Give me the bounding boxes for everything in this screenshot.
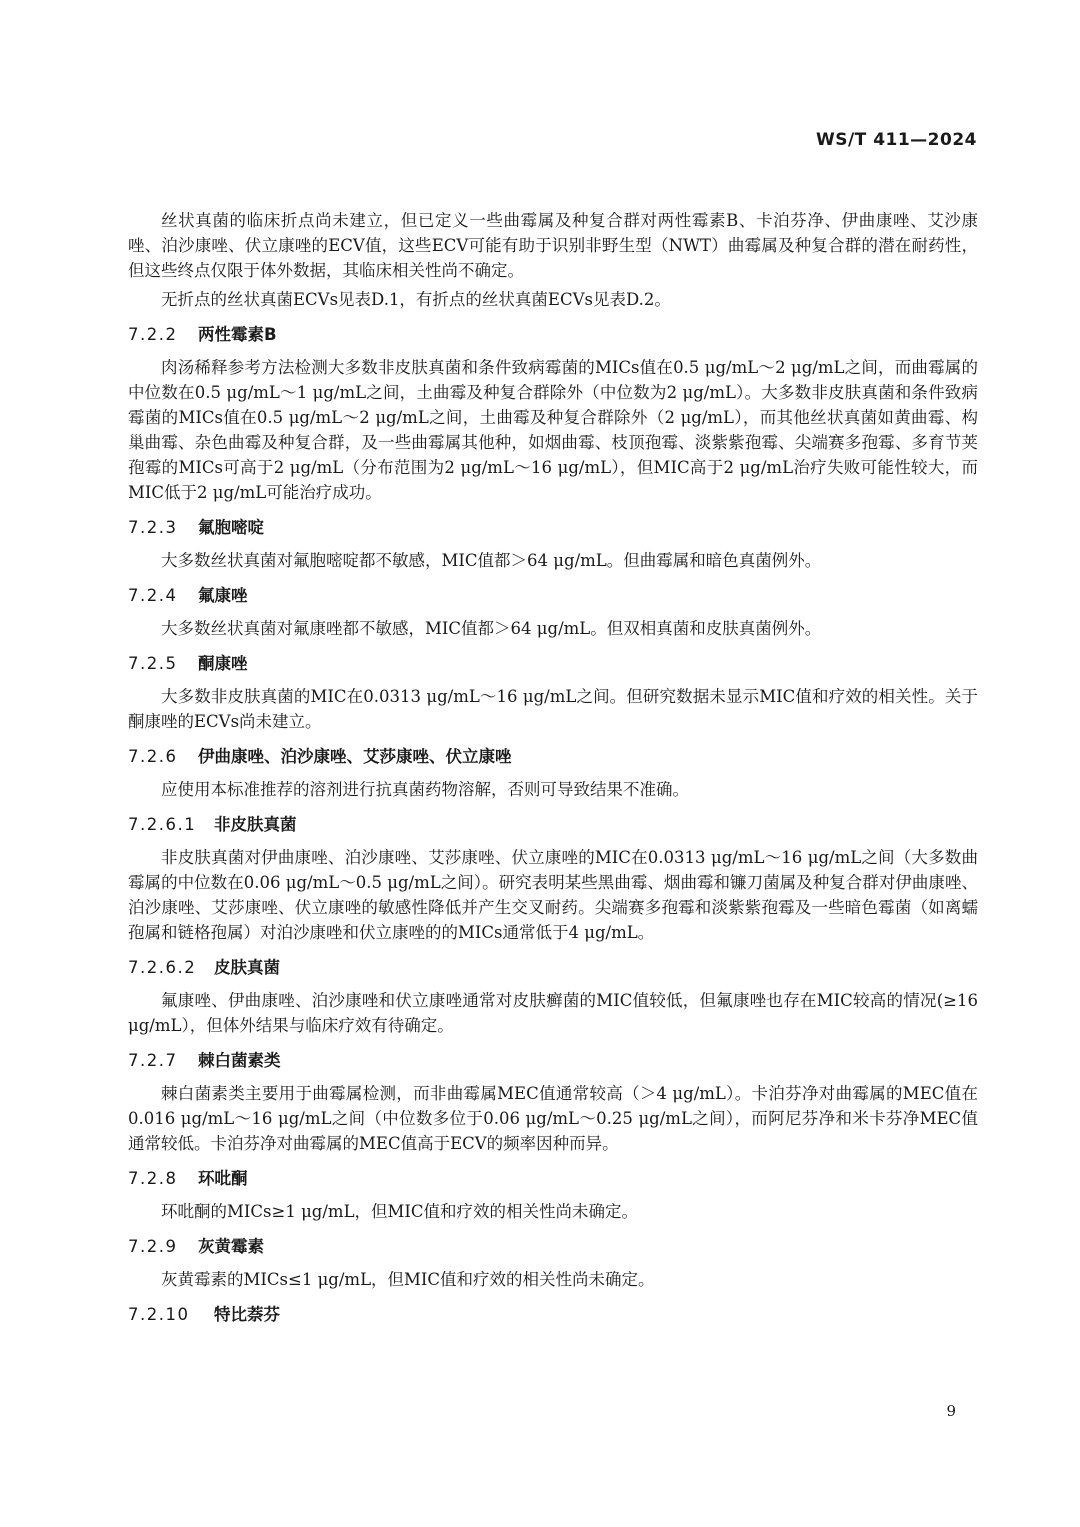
section-title: 灰黄霉素: [198, 1237, 264, 1256]
section-heading: [128, 813, 978, 837]
section-heading: [128, 516, 978, 540]
section-number: 7.2.6.2: [128, 958, 197, 977]
section-number: 7.2.2: [128, 325, 178, 344]
section-number: 7.2.3: [128, 518, 178, 537]
section-heading: [128, 323, 978, 347]
section-number: 7.2.8: [128, 1169, 178, 1188]
section-paragraph: 环吡酮的MICs≥1 μg/mL，但MIC值和疗效的相关性尚未确定。: [161, 1202, 639, 1221]
page-number: 9: [946, 1402, 956, 1420]
section-paragraph: 大多数丝状真菌对氟胞嘧啶都不敏感，MIC值都＞64 μg/mL。但曲霉属和暗色真菌例外。: [161, 551, 822, 570]
section-heading: [128, 584, 978, 608]
section-number: 7.2.6: [128, 747, 178, 766]
section-heading: [128, 652, 978, 676]
section-heading: [128, 1235, 978, 1259]
section-paragraph: 灰黄霉素的MICs≤1 μg/mL，但MIC值和疗效的相关性尚未确定。: [161, 1270, 655, 1289]
section-title: 特比萘芬: [214, 1305, 280, 1324]
section-number: 7.2.6.1: [128, 815, 197, 834]
section-number: 7.2.9: [128, 1237, 178, 1256]
section-title: 伊曲康唑、泊沙康唑、艾莎康唑、伏立康唑: [198, 747, 512, 766]
section-heading: [128, 1167, 978, 1191]
document-body: [128, 208, 978, 1335]
section-heading: [128, 745, 978, 769]
section-paragraph: 应使用本标准推荐的溶剂进行抗真菌药物溶解，否则可导致结果不准确。: [161, 780, 689, 799]
section-title: 酮康唑: [198, 654, 248, 673]
section-heading: [128, 956, 978, 980]
section-number: 7.2.4: [128, 586, 178, 605]
section-paragraph: 大多数丝状真菌对氟康唑都不敏感，MIC值都＞64 μg/mL。但双相真菌和皮肤真菌例外。: [161, 619, 822, 638]
section-title: 氟胞嘧啶: [198, 518, 264, 537]
section-paragraph: 大多数非皮肤真菌的MIC在0.0313 μg/mL～16 μg/mL之间。但研究数据未显示MIC值和疗效的相关性。关于酮康唑的ECVs尚未建立。: [128, 687, 978, 731]
intro-paragraph: 无折点的丝状真菌ECVs见表D.1，有折点的丝状真菌ECVs见表D.2。: [161, 290, 671, 309]
section-title: 皮肤真菌: [214, 958, 280, 977]
section-number: 7.2.7: [128, 1051, 178, 1070]
section-heading: [128, 1303, 978, 1327]
standard-code: WS/T 411—2024: [815, 130, 977, 150]
section-paragraph: 氟康唑、伊曲康唑、泊沙康唑和伏立康唑通常对皮肤癣菌的MIC值较低，但氟康唑也存在MIC较高的情况(≥16 μg/mL），但体外结果与临床疗效有待确定。: [128, 991, 978, 1035]
section-title: 氟康唑: [198, 586, 248, 605]
section-title: 两性霉素B: [198, 325, 277, 344]
section-title: 非皮肤真菌: [214, 815, 297, 834]
section-list: [128, 323, 978, 1327]
section-paragraph: 非皮肤真菌对伊曲康唑、泊沙康唑、艾莎康唑、伏立康唑的MIC在0.0313 μg/mL～16 μg/mL之间（大多数曲霉属的中位数在0.06 μg/mL～0.5 μg/mL之间）。研究表明某些黑曲霉、烟曲霉和镰刀菌属及种复合群对伊曲康唑、泊沙康唑、艾莎康唑、伏立康唑的敏感性降低并产生交叉耐药。尖端赛多孢霉和淡紫紫孢霉及一些暗色霉菌（如离蠕孢属和链格孢属）对泊沙康唑和伏立康唑的的MICs通常低于4 μg/mL。: [128, 848, 978, 942]
section-heading: [128, 1049, 978, 1073]
section-paragraph: 肉汤稀释参考方法检测大多数非皮肤真菌和条件致病霉菌的MICs值在0.5 μg/mL～2 μg/mL之间，而曲霉属的中位数在0.5 μg/mL～1 μg/mL之间，土曲霉及种复合群除外（中位数为2 μg/mL）。大多数非皮肤真菌和条件致病霉菌的MICs值在0.5 μg/mL～2 μg/mL之间，土曲霉及种复合群除外（2 μg/mL），而其他丝状真菌如黄曲霉、构巢曲霉、杂色曲霉及种复合群，及一些曲霉属其他种，如烟曲霉、枝顶孢霉、淡紫紫孢霉、尖端赛多孢霉、多育节荚孢霉的MICs可高于2 μg/mL（分布范围为2 μg/mL～16 μg/mL），但MIC高于2 μg/mL治疗失败可能性较大，而MIC低于2 μg/mL可能治疗成功。: [128, 358, 978, 502]
section-number: 7.2.10: [128, 1305, 190, 1324]
section-paragraph: 棘白菌素类主要用于曲霉属检测，而非曲霉属MEC值通常较高（＞4 μg/mL）。卡泊芬净对曲霉属的MEC值在0.016 μg/mL～16 μg/mL之间（中位数多位于0.06 μg/mL～0.25 μg/mL之间），而阿尼芬净和米卡芬净MEC值通常较低。卡泊芬净对曲霉属的MEC值高于ECV的频率因种而异。: [128, 1084, 978, 1153]
section-title: 棘白菌素类: [198, 1051, 281, 1070]
section-number: 7.2.5: [128, 654, 178, 673]
section-title: 环吡酮: [198, 1169, 248, 1188]
intro-paragraph: 丝状真菌的临床折点尚未建立，但已定义一些曲霉属及种复合群对两性霉素B、卡泊芬净、伊曲康唑、艾沙康唑、泊沙康唑、伏立康唑的ECV值，这些ECV可能有助于识别非野生型（NWT）曲霉属及种复合群的潜在耐药性，但这些终点仅限于体外数据，其临床相关性尚不确定。: [128, 211, 978, 280]
